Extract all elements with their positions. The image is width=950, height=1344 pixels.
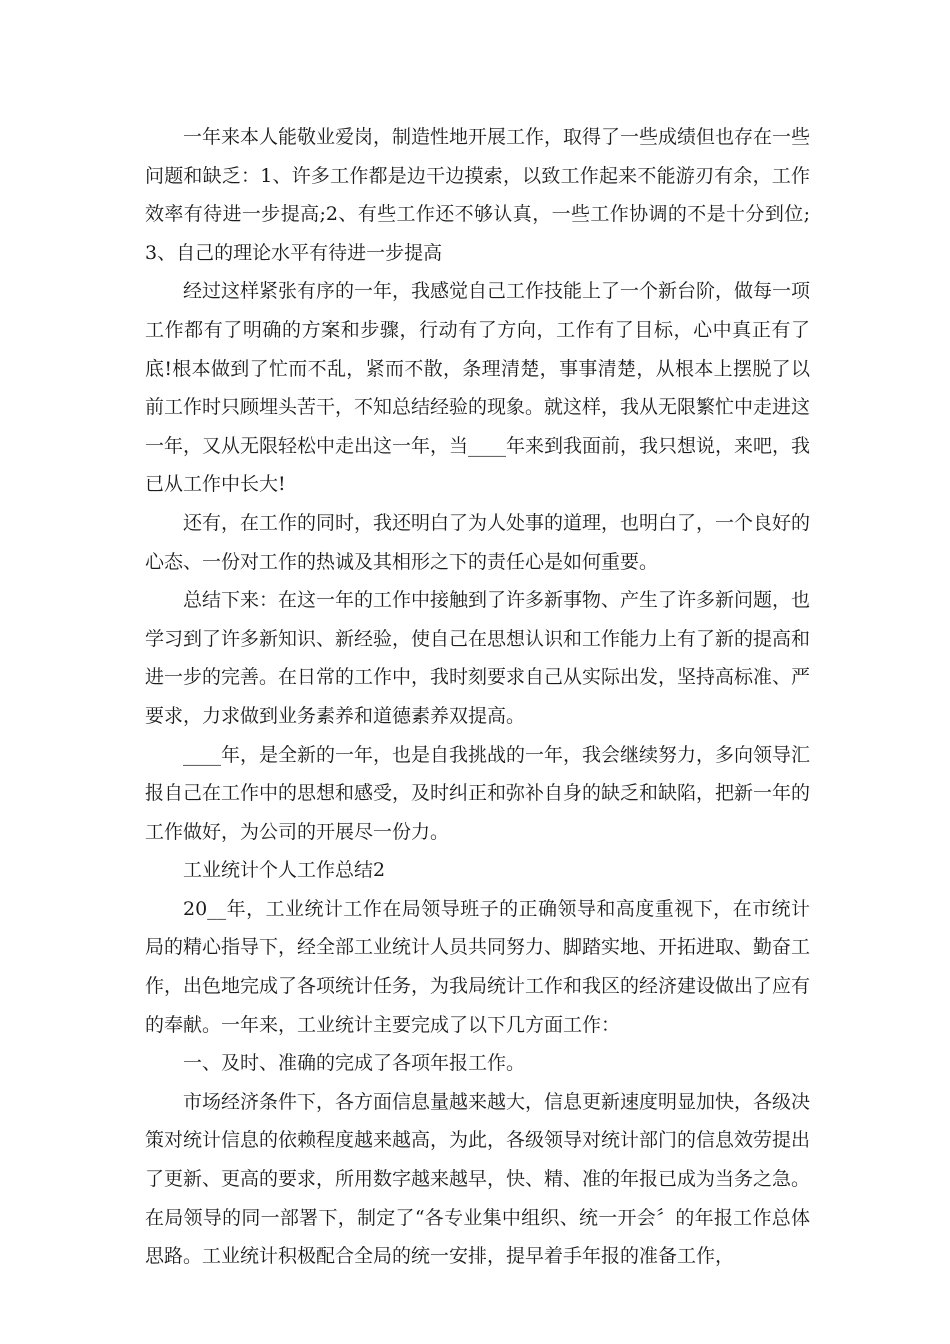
paragraph-year-reflection: 经过这样紧张有序的一年，我感觉自己工作技能上了一个新台阶，做每一项工作都有了明确的方案和步骤，行动有了方向，工作有了目标，心中真正有了底!根本做到了忙而不乱，紧而不散，条理清楚，事事清楚，从根本上摆脱了以前工作时只顾埋头苦干，不知总结经验的现象。就这样，我从无限繁忙中走进这一年，又从无限轻松中走出这一年，当____年来到我面前，我只想说，来吧，我已从工作中长大! (145, 280, 811, 496)
paragraph-self-assessment: 一年来本人能敬业爱岗，制造性地开展工作，取得了一些成绩但也存在一些问题和缺乏：1、许多工作都是边干边摸索，以致工作起来不能游刃有余，工作效率有待进一步提高;2、有些工作还不够认真，一些工作协调的不是十分到位;3、自己的理论水平有待进一步提高 (145, 126, 811, 264)
subheading-annual-reports: 一、及时、准确的完成了各项年报工作。 (183, 1052, 526, 1075)
paragraph-summary: 总结下来：在这一年的工作中接触到了许多新事物、产生了许多新问题，也学习到了许多新知识、新经验，使自己在思想认识和工作能力上有了新的提高和进一步的完善。在日常的工作中，我时刻要求自己从实际出发，坚持高标准、严要求，力求做到业务素养和道德素养双提高。 (145, 589, 811, 727)
paragraph-new-year: ____年，是全新的一年，也是自我挑战的一年，我会继续努力，多向领导汇报自己在工作中的思想和感受，及时纠正和弥补自身的缺乏和缺陷，把新一年的工作做好，为公司的开展尽一份力。 (145, 743, 811, 843)
paragraph-industrial-stats-intro: 20__年，工业统计工作在局领导班子的正确领导和高度重视下，在市统计局的精心指导下，经全部工业统计人员共同努力、脚踏实地、开拓进取、勤奋工作，出色地完成了各项统计任务，为我局统计工作和我区的经济建设做出了应有的奉献。一年来，工业统计主要完成了以下几方面工作： (145, 897, 811, 1036)
document-page (145, 118, 810, 1276)
section-heading: 工业统计个人工作总结2 (183, 859, 386, 882)
paragraph-market-economy: 市场经济条件下，各方面信息量越来越大，信息更新速度明显加快，各级决策对统计信息的依赖程度越来越高，为此，各级领导对统计部门的信息效劳提出了更新、更高的要求，所用数字越来越早，快、精、准的年报已成为当务之急。在局领导的同一部署下，制定了“各专业集中组织、统一开会〞的年报工作总体思路。工业统计积极配合全局的统一安排，提早着手年报的准备工作， (145, 1090, 811, 1268)
paragraph-attitude: 还有，在工作的同时，我还明白了为人处事的道理，也明白了，一个良好的心态、一份对工作的热诚及其相形之下的责任心是如何重要。 (145, 511, 811, 573)
